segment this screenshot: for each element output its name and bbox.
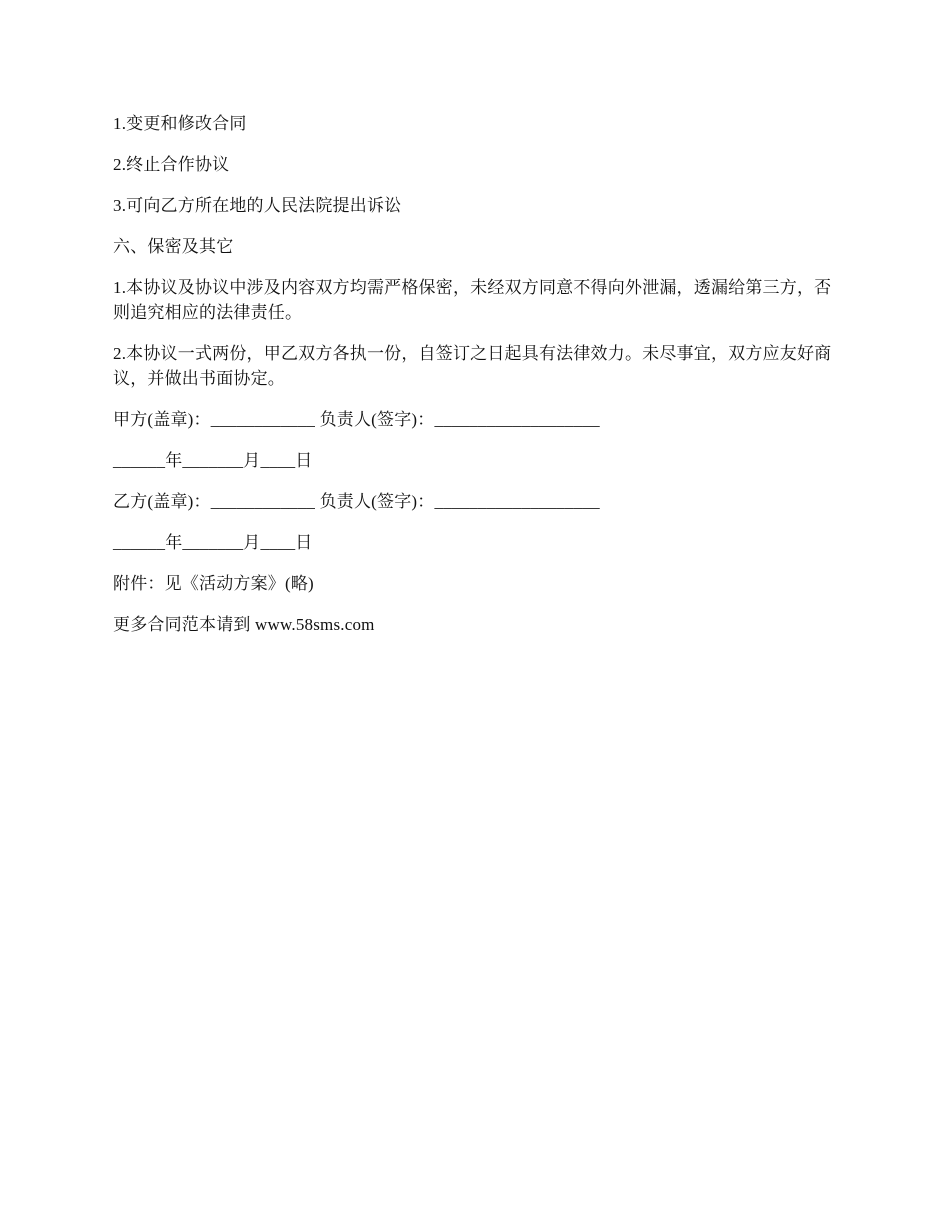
clause-modify-contract: 1.变更和修改合同 [113, 114, 247, 133]
attachment-note: 附件：见《活动方案》(略) [113, 574, 314, 593]
document-page [113, 111, 837, 653]
party-b-date-line: ______年_______月____日 [113, 533, 313, 552]
section-heading-confidentiality: 六、保密及其它 [113, 237, 234, 256]
footer-promo: 更多合同范本请到 www.58sms.com [113, 615, 375, 634]
clause-copies-effect: 2.本协议一式两份，甲乙双方各执一份，自签订之日起具有法律效力。未尽事宜，双方应友好商议，并做出书面协定。 [113, 344, 832, 388]
clause-litigation: 3.可向乙方所在地的人民法院提出诉讼 [113, 196, 402, 215]
clause-terminate-agreement: 2.终止合作协议 [113, 155, 230, 174]
clause-confidentiality: 1.本协议及协议中涉及内容双方均需严格保密，未经双方同意不得向外泄漏，透漏给第三方，否则追究相应的法律责任。 [113, 278, 832, 322]
party-b-signature-line: 乙方(盖章)：____________ 负责人(签字)：___________________ [113, 492, 600, 511]
party-a-date-line: ______年_______月____日 [113, 451, 313, 470]
party-a-signature-line: 甲方(盖章)：____________ 负责人(签字)：___________________ [113, 410, 600, 429]
